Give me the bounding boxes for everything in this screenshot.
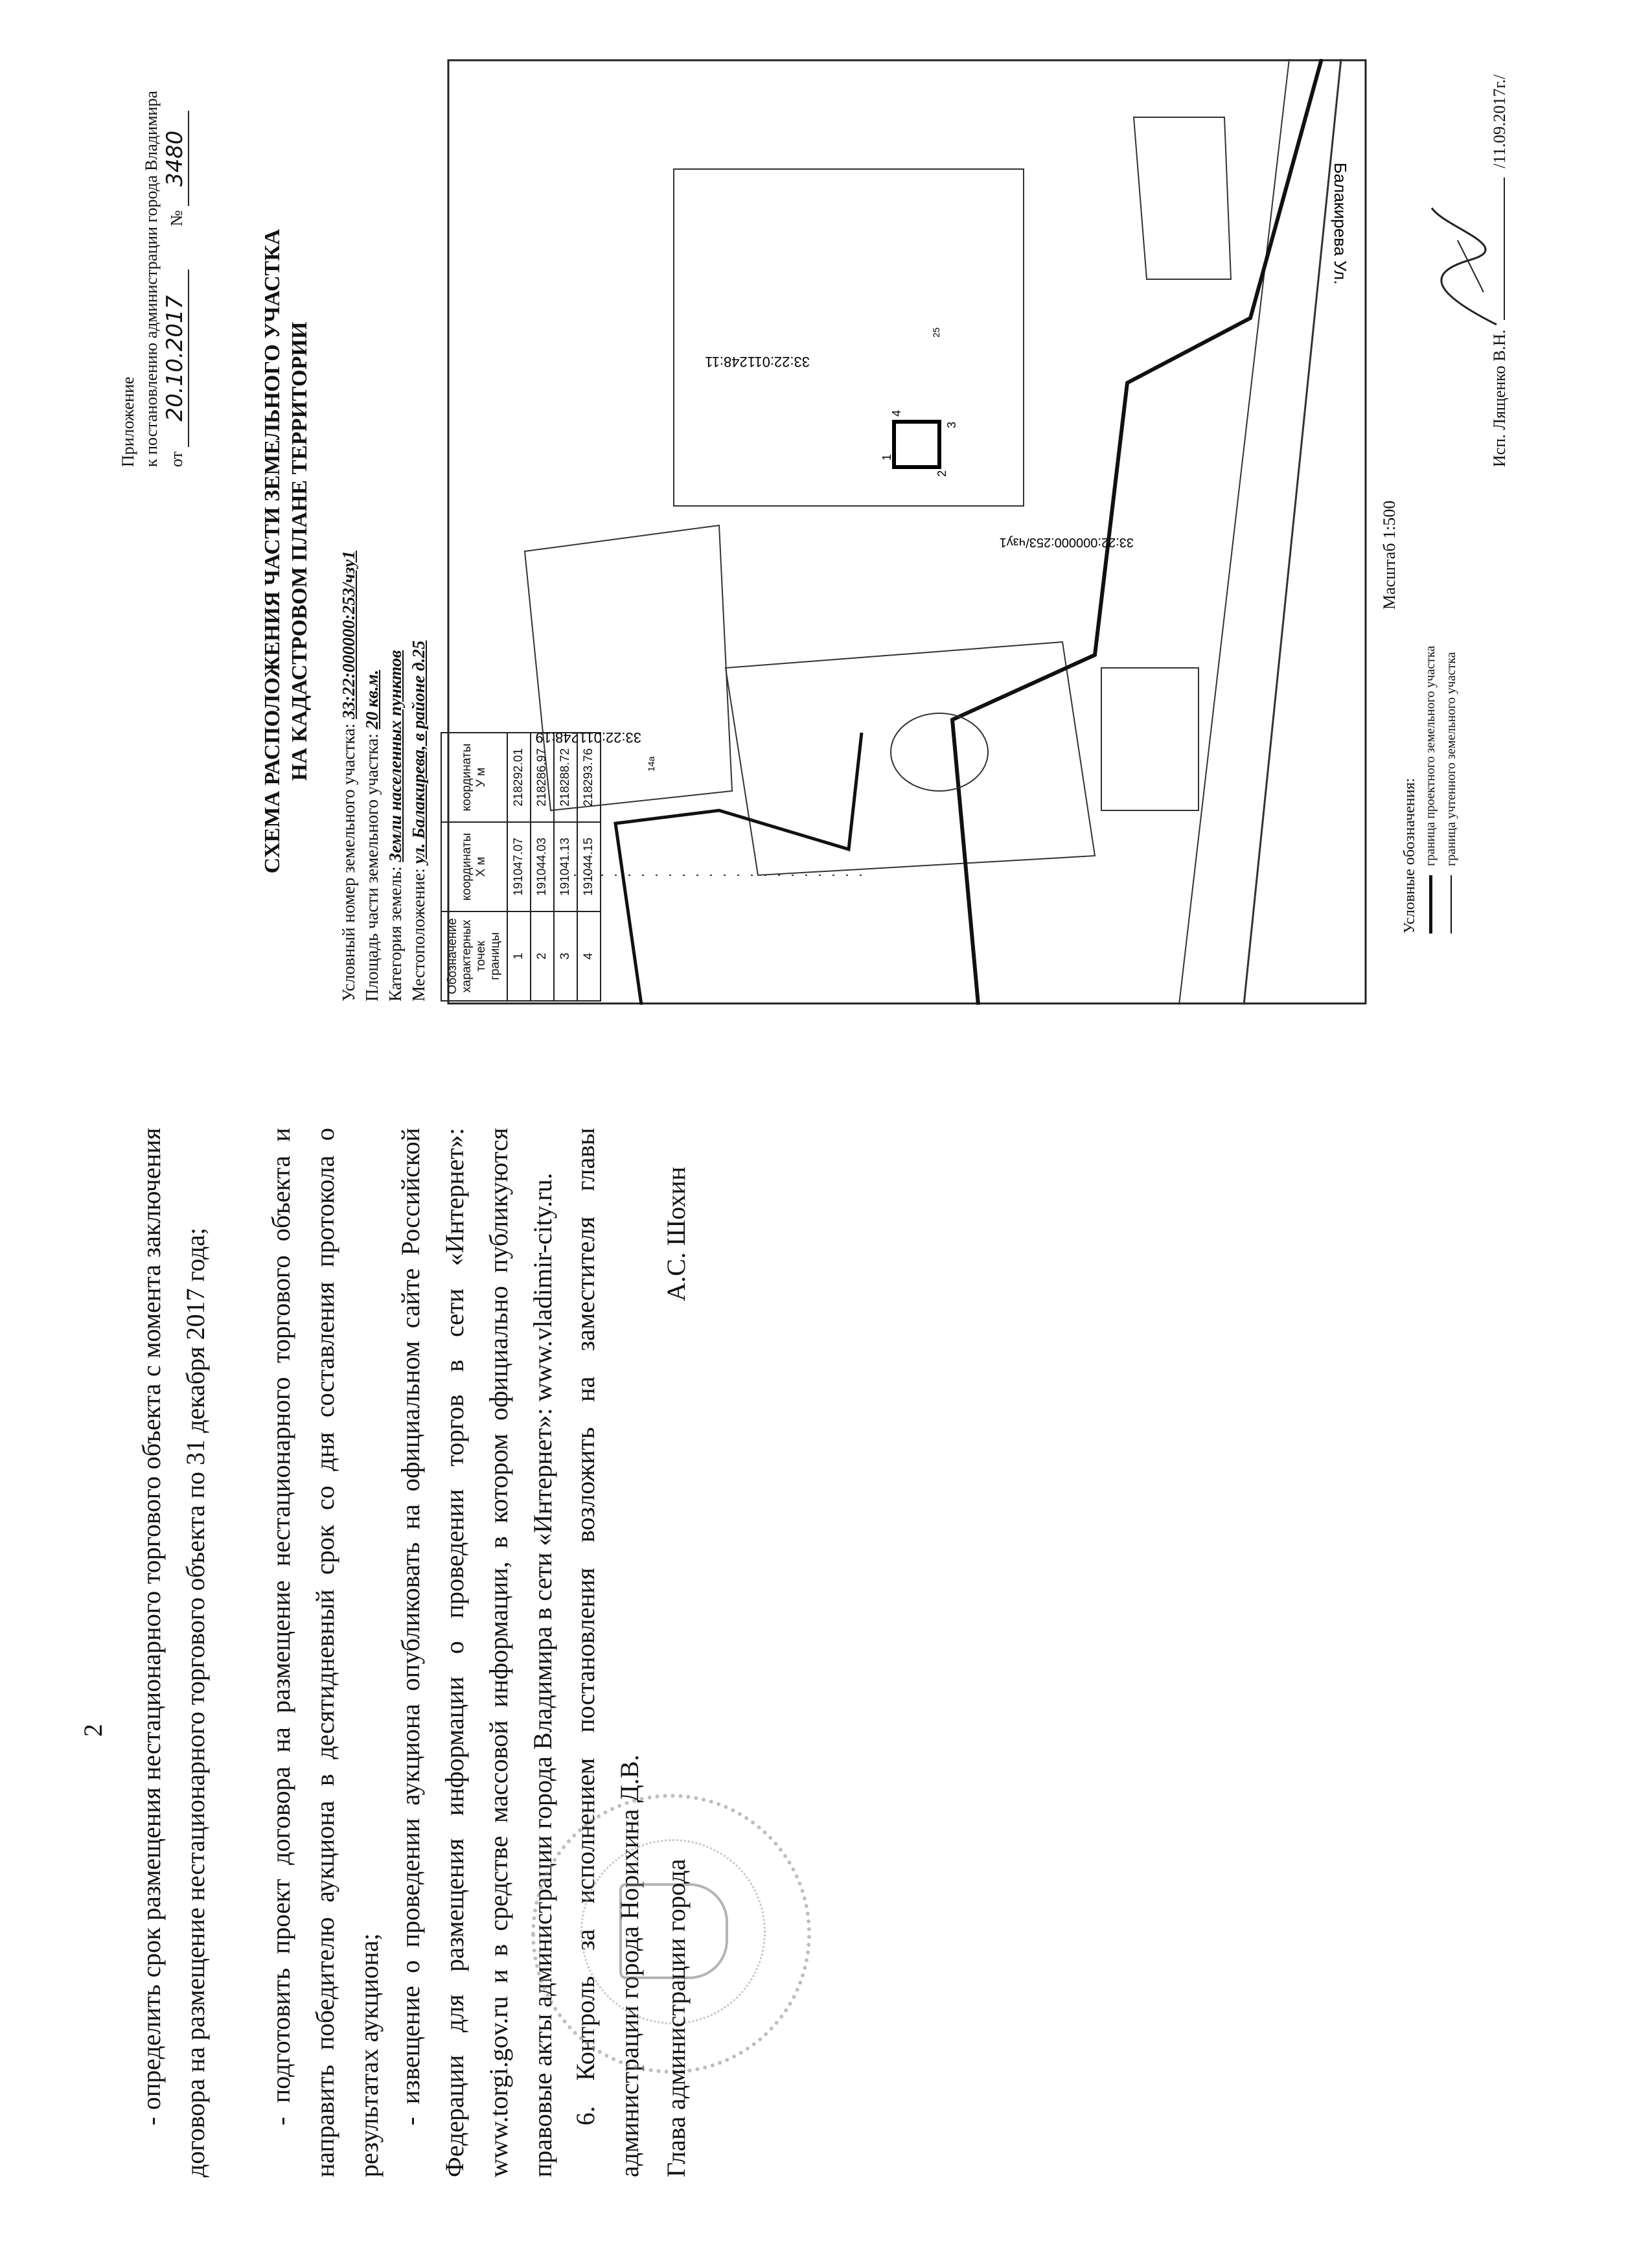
cond-number-label: Условный номер земельного участка: xyxy=(339,723,358,1002)
paragraph-deadline-text: - определить срок размещения нестационарного торгового объекта с момента заключения договора на размещение нестационарного торгового объекта по 31 декабря 2017 года; xyxy=(137,1128,210,2177)
location-value: ул. Балакирева, в районе д.25 xyxy=(409,640,428,864)
signatory-name: А.С. Шохин xyxy=(661,1167,691,1301)
executor-name: Исп. Лященко В.Н. xyxy=(1490,329,1509,467)
location-label: Местоположение: xyxy=(409,868,428,1002)
flowerbed xyxy=(891,713,988,791)
paragraph-publication xyxy=(389,1128,565,2177)
table-row xyxy=(531,733,554,1001)
paragraph-contract xyxy=(259,1128,391,2177)
appendix-date-row xyxy=(163,40,189,467)
schema-metadata xyxy=(337,159,430,1002)
parcel-a-house: 25 xyxy=(931,327,941,338)
paragraph-control-text: 6. Контроль за исполнением постановления возложить на заместителя главы администрации города Норихина Д.В. xyxy=(571,1128,644,2177)
legend-title: Условные обозначения: xyxy=(1401,777,1418,934)
building-small xyxy=(1101,668,1199,810)
table-cell: 191044.03 xyxy=(531,822,554,911)
legend xyxy=(1399,350,1462,934)
thin-line-icon xyxy=(1451,875,1452,934)
table-cell: 218288.72 xyxy=(554,733,577,822)
street-label: Балакирева Ул. xyxy=(1331,163,1350,285)
table-cell: 218292.01 xyxy=(507,733,531,822)
coordinates-table xyxy=(441,732,601,1002)
parcel-b-house: 14а xyxy=(646,756,656,772)
appendix-date: 20.10.2017 xyxy=(162,269,189,448)
appendix-number: 3480 xyxy=(162,111,189,206)
table-row xyxy=(577,733,601,1001)
paragraph-deadline xyxy=(130,1128,218,2177)
paragraph-contract-text: - подготовить проект договора на размещение нестационарного торгового объекта и направить победителю аукциона в десятидневный срок со дня составления протокола о результатах аукциона; xyxy=(266,1128,384,2177)
point-2: 2 xyxy=(935,470,948,477)
schema-title-line2: НА КАДАСТРОВОМ ПЛАНЕ ТЕРРИТОРИИ xyxy=(288,321,312,781)
point-3: 3 xyxy=(945,421,958,428)
legend-item-project-label: граница проектного земельного участка xyxy=(1423,645,1438,866)
legend-item-project xyxy=(1420,350,1441,934)
table-cell: 191041.13 xyxy=(554,822,577,911)
table-cell: 2 xyxy=(531,911,554,1001)
executor-footer xyxy=(1490,14,1509,467)
point-1: 1 xyxy=(880,453,893,461)
point-4: 4 xyxy=(890,409,903,417)
table-cell: 1 xyxy=(507,911,531,1001)
parcel-a-label: 33:22:011248:11 xyxy=(705,354,810,370)
table-row xyxy=(507,733,531,1001)
bold-line-icon xyxy=(1429,875,1432,934)
signatory-role: Глава администрации города xyxy=(661,1859,691,2177)
schema-title-line1: СХЕМА РАСПОЛОЖЕНИЯ ЧАСТИ ЗЕМЕЛЬНОГО УЧАСТКА xyxy=(260,229,284,874)
schema-title xyxy=(259,98,314,1005)
category-value: Земли населенных пунктов xyxy=(385,650,405,862)
building-25 xyxy=(674,169,1024,506)
project-boundary xyxy=(952,59,1322,1005)
coordinates-table-header xyxy=(441,733,507,1001)
building-top xyxy=(1134,117,1231,279)
parcel-b-label: 33:22:011248:19 xyxy=(535,729,641,746)
table-cell: 191044.15 xyxy=(577,822,601,911)
table-cell: 191047.07 xyxy=(507,822,531,911)
page-number: 2 xyxy=(78,1724,108,1737)
appendix-decree: к постановлению администрации города Владимира xyxy=(142,91,161,467)
road-edge-inner xyxy=(1179,59,1289,1005)
header-point: Обозначение характерных точек границы xyxy=(441,911,507,1001)
appendix-header xyxy=(117,40,189,467)
appendix-label: Приложение xyxy=(119,376,137,467)
table-cell: 218286.97 xyxy=(531,733,554,822)
zone-label: 33:22:000000:253/чзу1 xyxy=(999,535,1134,549)
scale-label: Масштаб 1:500 xyxy=(1380,500,1399,610)
paragraph-publication-text: - извещение о проведении аукциона опубликовать на официальном сайте Российской Федерации для размещения информации о проведении торгов в сети «Интернет»: www.torgi.gov.ru и в средстве массовой информации, в котором официально публикуются правовые акты администрации города Владимира в сети «Интернет»: www.vladimir-city.ru. xyxy=(396,1128,557,2177)
category-label: Категория земель: xyxy=(385,866,405,1002)
legend-item-recorded xyxy=(1441,350,1462,934)
appendix-number-label: № xyxy=(167,210,186,227)
area-value: 20 кв.м. xyxy=(362,670,382,729)
legend-item-recorded-label: граница учтенного земельного участка xyxy=(1444,652,1458,866)
area-label: Площадь части земельного участка: xyxy=(362,733,382,1002)
table-cell: 3 xyxy=(554,911,577,1001)
cond-number-value: 33:22:000000:253/чзу1 xyxy=(339,550,358,719)
table-cell: 218293.76 xyxy=(577,733,601,822)
header-y: координаты У м xyxy=(441,733,507,822)
road-edge-top xyxy=(1244,59,1341,1005)
building-left xyxy=(726,642,1095,875)
table-row xyxy=(554,733,577,1001)
recorded-boundary xyxy=(615,733,862,1005)
appendix-from-label: от xyxy=(167,451,186,467)
parcel-zone xyxy=(894,422,939,467)
header-x: координаты X м xyxy=(441,822,507,911)
signature-line xyxy=(1504,178,1505,320)
table-cell: 4 xyxy=(577,911,601,1001)
executor-date: /11.09.2017г./ xyxy=(1490,74,1509,168)
